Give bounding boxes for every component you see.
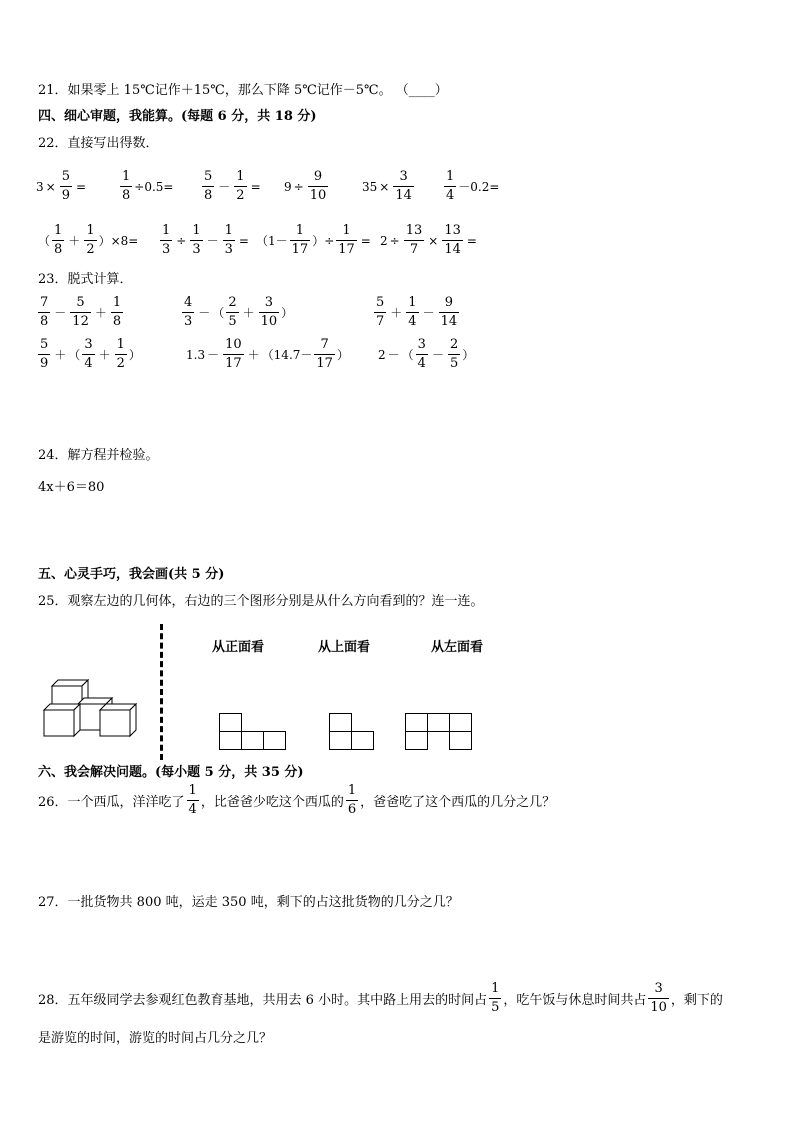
q23-expr-5: 1.3 － $\frac{10}{17}$ ＋ （14.7－ $\frac{7}{17}$ ） (186, 337, 349, 371)
q22-expr-2: $\frac{1}{8}$ ÷0.5= (122, 169, 174, 203)
q23-expr-3: $\frac{5}{7}$ ＋ $\frac{1}{4}$ － $\frac{9}{14}$ (376, 295, 458, 329)
question-28: 28．五年级同学去参观红色教育基地，共用去 6 小时。其中路上用去的时间占 $\frac{1}{5}$ ，吃午饭与休息时间共占 $\frac{3}{10}$ ，剩下的 (38, 981, 723, 1015)
q23-expr-2: $\frac{4}{3}$ － （ $\frac{2}{5}$ ＋ $\frac{3}{10}$ ） (184, 295, 294, 329)
section-5-heading: 五、心灵手巧，我会画(共 5 分) (38, 567, 225, 582)
section-6-heading: 六、我会解决问题。(每小题 5 分，共 35 分) (38, 765, 304, 780)
q22-expr-9: （1－ $\frac{1}{17}$ ）÷ $\frac{1}{17}$ = (256, 223, 371, 257)
q23-expr-4: $\frac{5}{9}$ ＋ （ $\frac{3}{4}$ ＋ $\frac{1}{2}$ ） (40, 337, 141, 371)
q22-expr-1: 3 × $\frac{5}{9}$ = (36, 169, 87, 203)
view-label-front: 从正面看 (212, 640, 265, 655)
view-shape-3[interactable] (405, 713, 475, 751)
q22-expr-7: （ $\frac{1}{8}$ ＋ $\frac{1}{2}$ ）×8= (38, 223, 139, 257)
q22-expr-6: $\frac{1}{4}$ －0.2= (446, 169, 500, 203)
q23-expr-1: $\frac{7}{8}$ － $\frac{5}{12}$ ＋ $\frac{1}{8}$ (40, 295, 122, 329)
view-label-top: 从上面看 (318, 640, 371, 655)
question-25: 25．观察左边的几何体，右边的三个图形分别是从什么方向看到的？连一连。 (38, 594, 484, 609)
q22-expr-10: 2 ÷ $\frac{13}{7}$ × $\frac{13}{14}$ = (380, 223, 477, 257)
question-23: 23．脱式计算． (38, 272, 133, 287)
question-26: 26．一个西瓜，洋洋吃了 $\frac{1}{4}$ ，比爸爸少吃这个西瓜的 $\frac{1}{6}$ ，爸爸吃了这个西瓜的几分之几？ (38, 783, 556, 817)
question-22: 22．直接写出得数． (38, 136, 159, 151)
divider-dashed (160, 624, 163, 760)
question-27: 27．一批货物共 800 吨，运走 350 吨，剩下的占这批货物的几分之几？ (38, 895, 459, 910)
q23-expr-6: 2 － （ $\frac{3}{4}$ － $\frac{2}{5}$ ） (378, 337, 475, 371)
q22-expr-3: $\frac{5}{8}$ － $\frac{1}{2}$ = (204, 169, 261, 203)
cube-solid-figure (38, 676, 148, 740)
q22-expr-8: $\frac{1}{3}$ ÷ $\frac{1}{3}$ － $\frac{1}{3}$ = (162, 223, 249, 257)
q22-expr-4: 9 ÷ $\frac{9}{10}$ (284, 169, 327, 203)
q22-expr-5: 35 × $\frac{3}{14}$ (362, 169, 412, 203)
q24-equation: 4x＋6＝80 (38, 480, 105, 495)
question-21: 21．如果零上 15℃记作＋15℃，那么下降 5℃记作－5℃。 （____） (38, 83, 448, 98)
section-4-heading: 四、细心审题，我能算。(每题 6 分，共 18 分) (38, 109, 317, 124)
view-shape-1[interactable] (219, 713, 289, 751)
question-24: 24．解方程并检验。 (38, 448, 159, 463)
view-label-left: 从左面看 (431, 640, 484, 655)
view-shape-2[interactable] (329, 713, 377, 751)
question-28-continued: 是游览的时间，游览的时间占几分之几？ (38, 1031, 273, 1046)
